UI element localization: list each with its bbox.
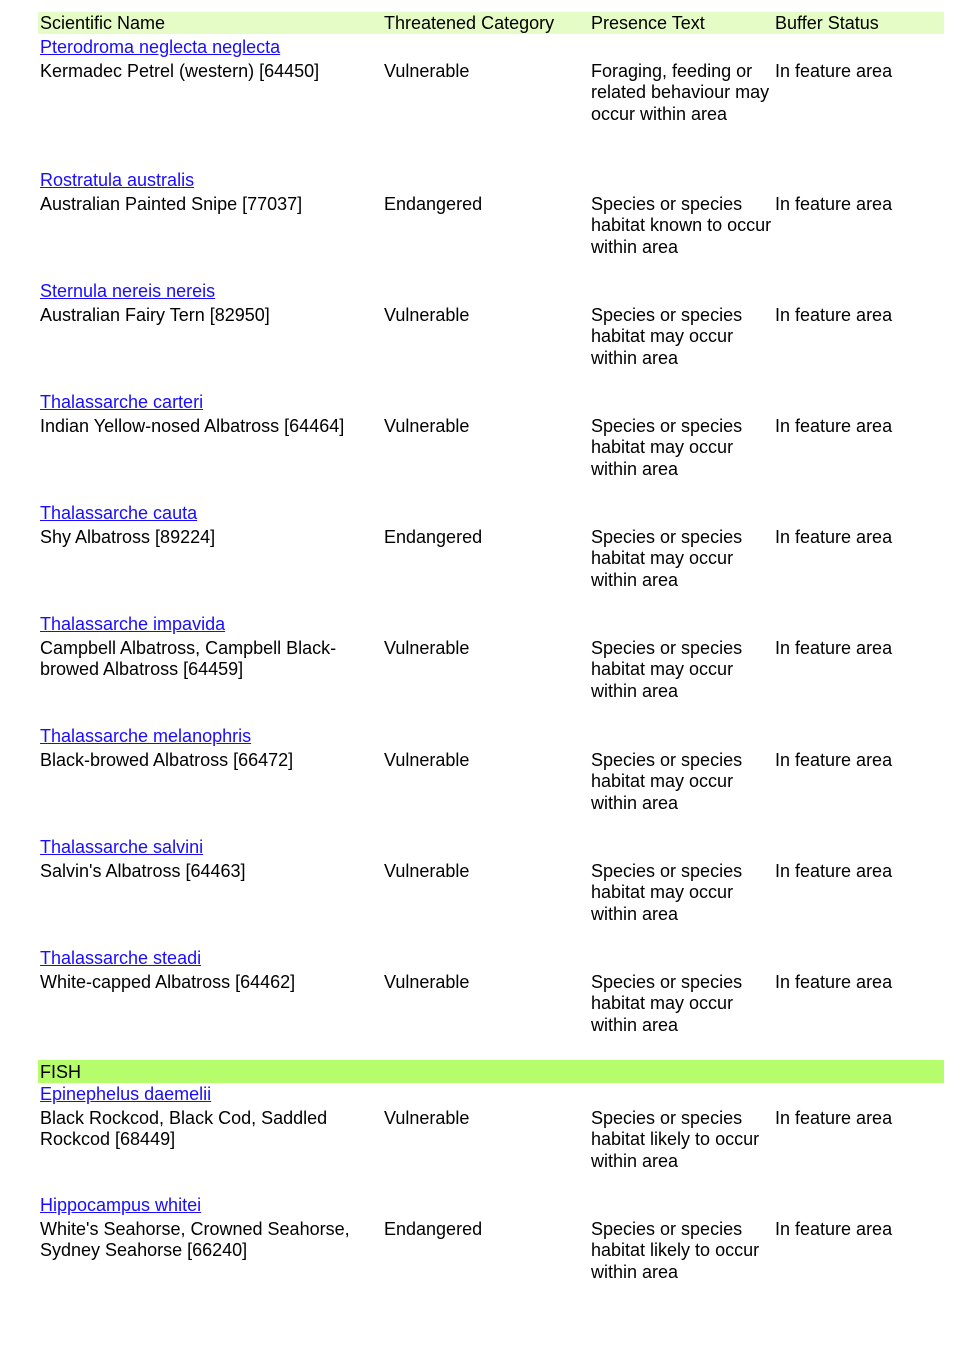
species-link[interactable]: Rostratula australis <box>40 170 195 190</box>
common-name: Black Rockcod, Black Cod, Saddled Rockcod [68449] <box>40 1108 328 1150</box>
threatened-category: Vulnerable <box>384 638 470 658</box>
presence-text: Species or species habitat may occur within area <box>591 750 743 813</box>
threatened-category: Endangered <box>384 527 483 547</box>
buffer-status: In feature area <box>775 1219 893 1239</box>
species-link[interactable]: Sternula nereis nereis <box>40 281 216 301</box>
threatened-category: Vulnerable <box>384 61 470 81</box>
table-header <box>38 12 944 34</box>
threatened-category: Vulnerable <box>384 972 470 992</box>
presence-text: Foraging, feeding or related behaviour may occur within area <box>591 61 770 124</box>
presence-text: Species or species habitat known to occur within area <box>591 194 772 257</box>
species-link[interactable]: Thalassarche salvini <box>40 837 204 857</box>
buffer-status: In feature area <box>775 638 893 658</box>
buffer-status: In feature area <box>775 750 893 770</box>
header-scientific-name: Scientific Name <box>40 13 166 33</box>
common-name: Australian Painted Snipe [77037] <box>40 194 303 214</box>
buffer-status: In feature area <box>775 861 893 881</box>
threatened-category: Vulnerable <box>384 416 470 436</box>
species-link[interactable]: Thalassarche melanophris <box>40 726 252 746</box>
threatened-category: Vulnerable <box>384 1108 470 1128</box>
species-link[interactable]: Hippocampus whitei <box>40 1195 202 1215</box>
buffer-status: In feature area <box>775 61 893 81</box>
common-name: Campbell Albatross, Campbell Black-browed Albatross [64459] <box>40 638 337 680</box>
common-name: Salvin's Albatross [64463] <box>40 861 246 881</box>
header-buffer-status: Buffer Status <box>775 13 879 33</box>
buffer-status: In feature area <box>775 972 893 992</box>
common-name: Kermadec Petrel (western) [64450] <box>40 61 320 81</box>
presence-text: Species or species habitat may occur within area <box>591 638 743 701</box>
species-link[interactable]: Thalassarche carteri <box>40 392 204 412</box>
common-name: Indian Yellow-nosed Albatross [64464] <box>40 416 345 436</box>
threatened-category: Vulnerable <box>384 305 470 325</box>
presence-text: Species or species habitat may occur within area <box>591 527 743 590</box>
species-link[interactable]: Thalassarche cauta <box>40 503 198 523</box>
presence-text: Species or species habitat likely to occur within area <box>591 1108 760 1171</box>
group-header-fish <box>38 1060 944 1083</box>
threatened-category: Vulnerable <box>384 750 470 770</box>
species-link[interactable]: Epinephelus daemelii <box>40 1084 212 1104</box>
buffer-status: In feature area <box>775 1108 893 1128</box>
presence-text: Species or species habitat likely to occur within area <box>591 1219 760 1282</box>
group-label: FISH <box>40 1062 82 1082</box>
threatened-category: Endangered <box>384 194 483 214</box>
presence-text: Species or species habitat may occur within area <box>591 416 743 479</box>
buffer-status: In feature area <box>775 194 893 214</box>
header-presence-text: Presence Text <box>591 13 705 33</box>
presence-text: Species or species habitat may occur within area <box>591 972 743 1035</box>
threatened-category: Vulnerable <box>384 861 470 881</box>
presence-text: Species or species habitat may occur within area <box>591 861 743 924</box>
species-link[interactable]: Thalassarche steadi <box>40 948 202 968</box>
header-threatened-category: Threatened Category <box>384 13 555 33</box>
buffer-status: In feature area <box>775 527 893 547</box>
common-name: Australian Fairy Tern [82950] <box>40 305 270 325</box>
species-link[interactable]: Pterodroma neglecta neglecta <box>40 37 281 57</box>
species-link[interactable]: Thalassarche impavida <box>40 614 226 634</box>
threatened-category: Endangered <box>384 1219 483 1239</box>
common-name: Shy Albatross [89224] <box>40 527 216 547</box>
buffer-status: In feature area <box>775 305 893 325</box>
common-name: Black-browed Albatross [66472] <box>40 750 294 770</box>
buffer-status: In feature area <box>775 416 893 436</box>
common-name: White-capped Albatross [64462] <box>40 972 296 992</box>
presence-text: Species or species habitat may occur within area <box>591 305 743 368</box>
common-name: White's Seahorse, Crowned Seahorse, Sydney Seahorse [66240] <box>40 1219 350 1261</box>
